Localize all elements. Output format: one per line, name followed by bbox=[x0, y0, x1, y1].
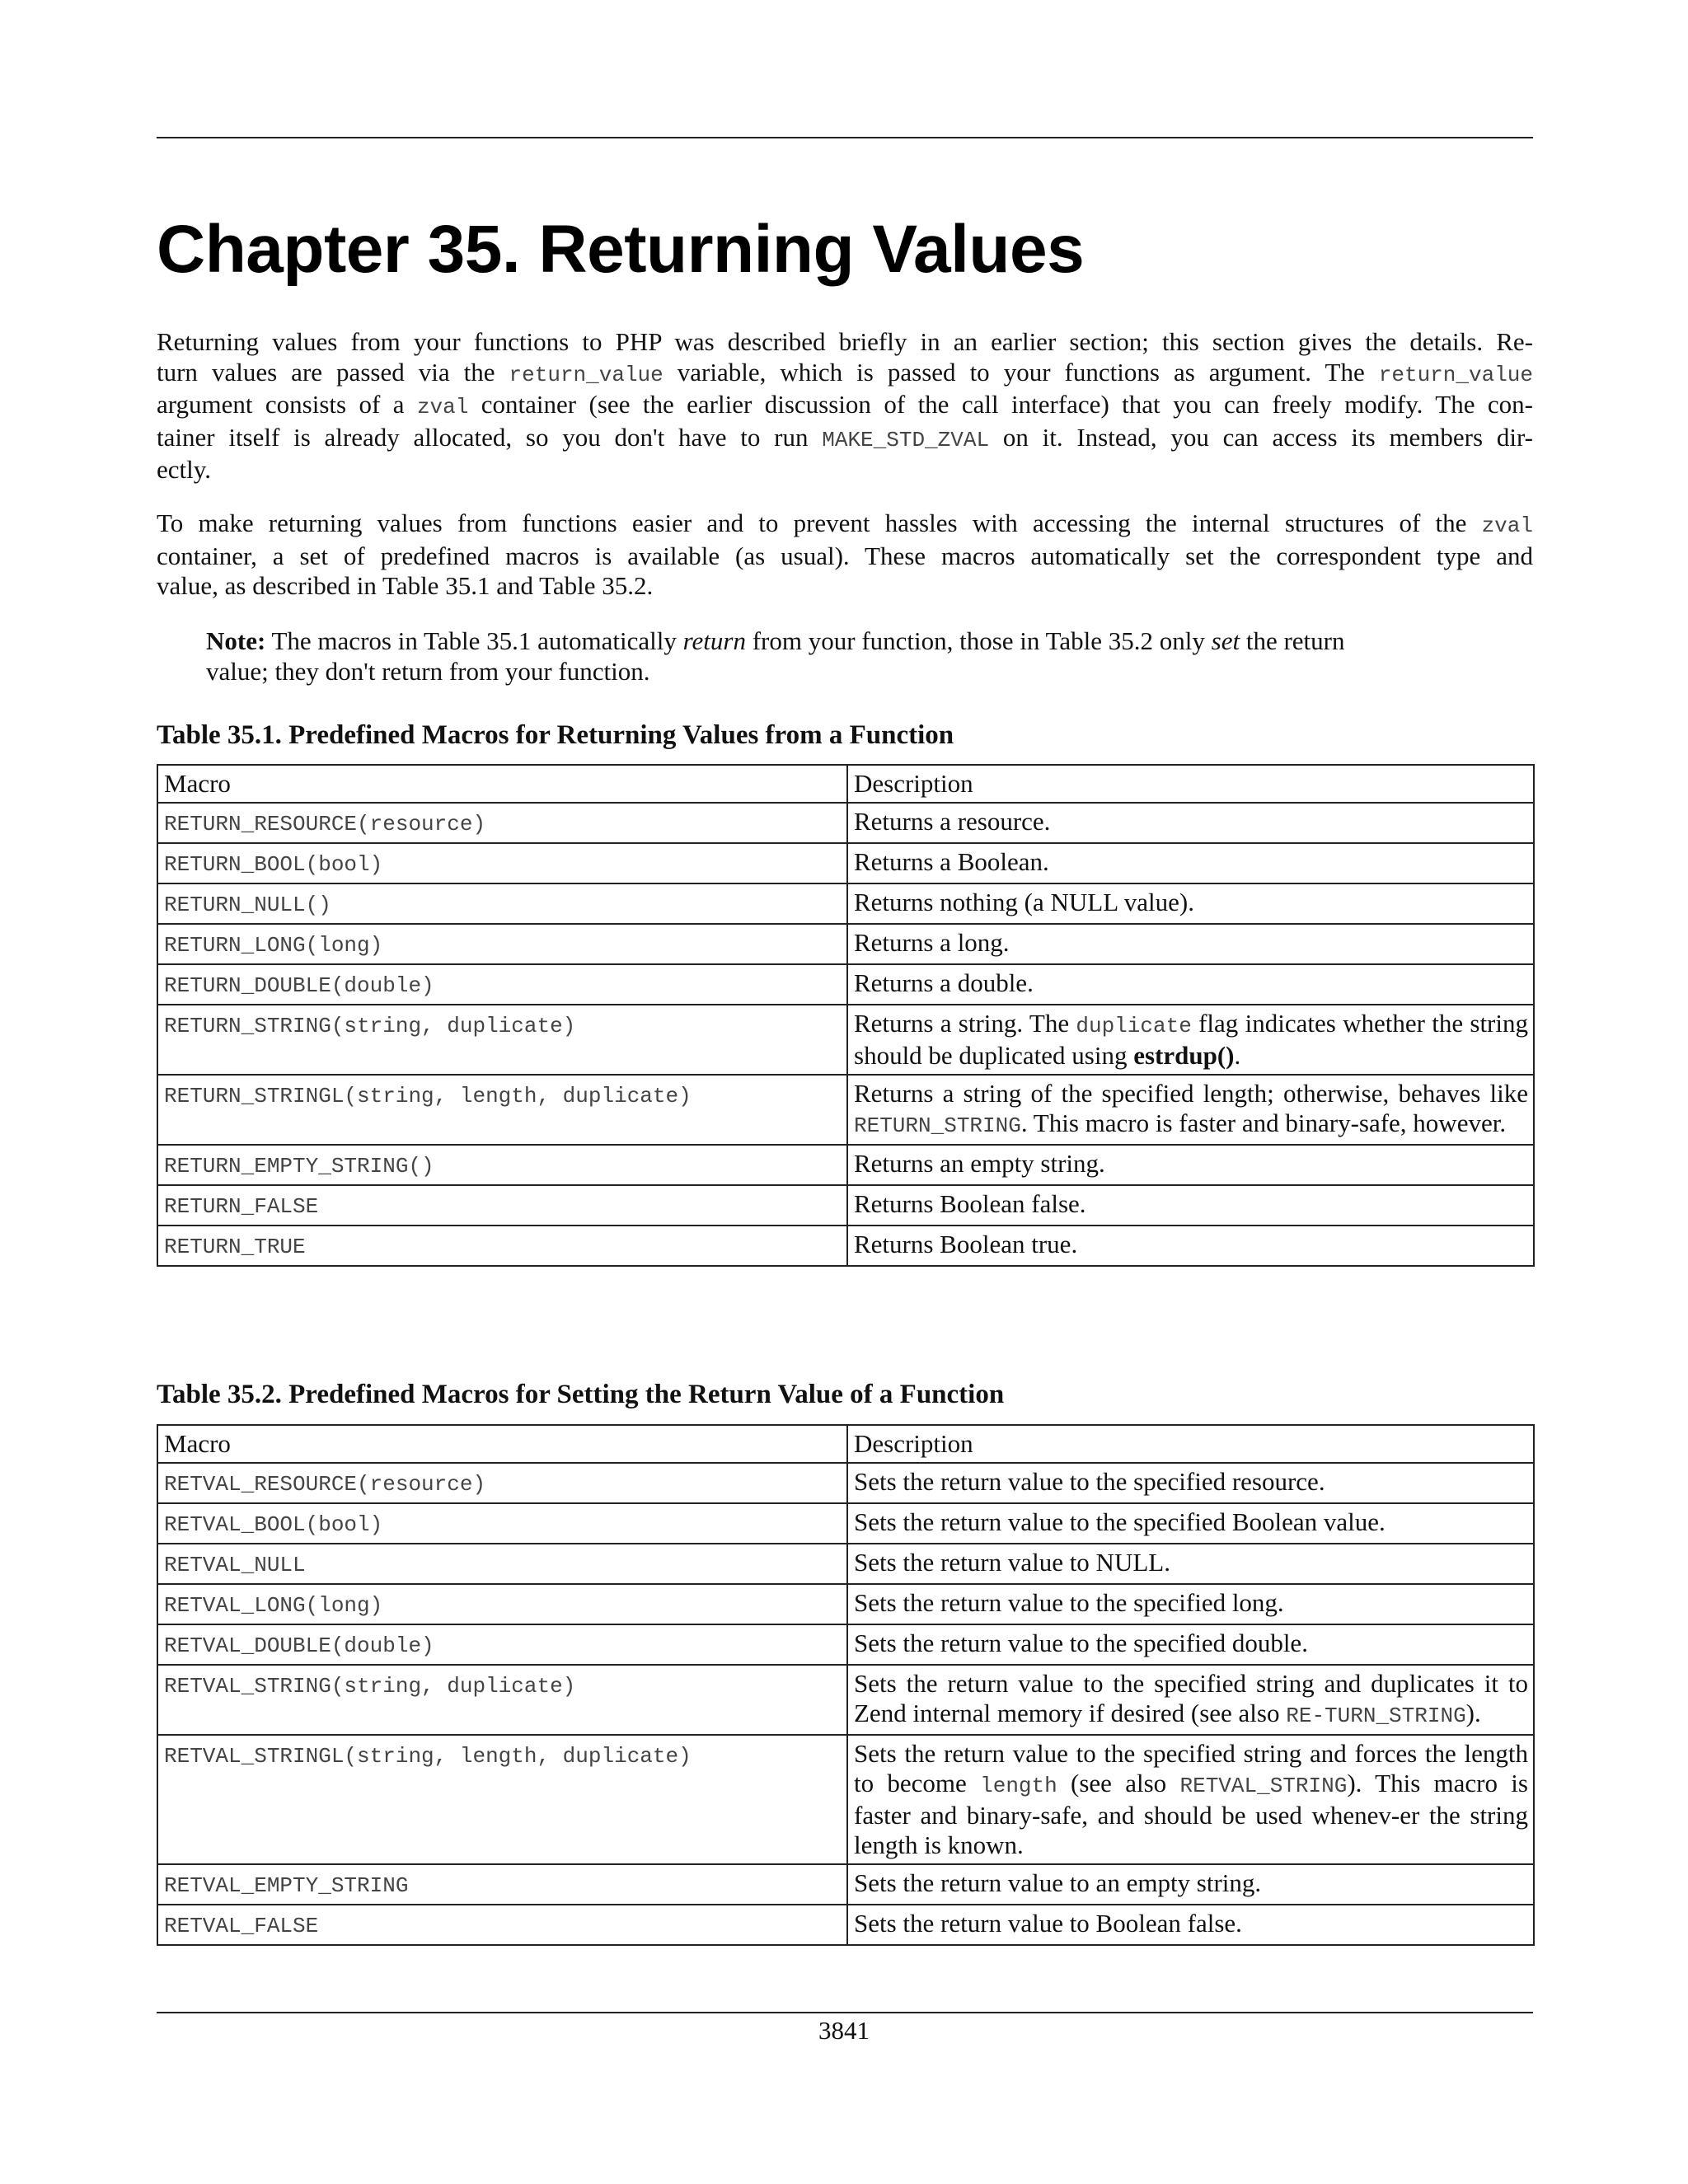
table-row bbox=[157, 1584, 1534, 1624]
macro-cell: RETURN_LONG(long) bbox=[157, 924, 847, 964]
macro-cell: RETVAL_BOOL(bool) bbox=[157, 1503, 847, 1544]
table-row bbox=[157, 1544, 1534, 1584]
inline-code: return_value bbox=[509, 362, 663, 387]
text-line: ectly. bbox=[157, 455, 211, 484]
table-row bbox=[157, 883, 1534, 924]
description-cell: Sets the return value to the specified resource. bbox=[847, 1463, 1534, 1503]
note-block bbox=[206, 626, 1492, 687]
macro-cell: RETVAL_FALSE bbox=[157, 1905, 847, 1945]
text-line: Note: The macros in Table 35.1 automatically return from your function, those in Table 35.2 only set the return bbox=[206, 626, 1345, 655]
table-caption: Table 35.1. Predefined Macros for Returning Values from a Function bbox=[157, 720, 954, 750]
macro-cell: RETURN_EMPTY_STRING() bbox=[157, 1145, 847, 1185]
description-cell: Returns a string of the specified length; otherwise, behaves like RETURN_STRING. This macro is faster and binary-safe, however. bbox=[847, 1075, 1534, 1145]
header-cell: Macro bbox=[157, 765, 847, 803]
macro-cell: RETVAL_NULL bbox=[157, 1544, 847, 1584]
description-cell: Sets the return value to the specified double. bbox=[847, 1624, 1534, 1665]
table-row bbox=[157, 1624, 1534, 1665]
macro-cell: RETURN_BOOL(bool) bbox=[157, 843, 847, 883]
table-row bbox=[157, 1905, 1534, 1945]
note-label: Note: bbox=[206, 626, 266, 655]
page-number: 3841 bbox=[818, 2016, 870, 2045]
inline-code: zval bbox=[1481, 513, 1533, 538]
text-line: To make returning values from functions easier and to prevent hassles with accessing the internal structures of the zval bbox=[157, 509, 1533, 538]
macro-cell: RETURN_TRUE bbox=[157, 1226, 847, 1266]
intro-paragraph bbox=[157, 327, 1533, 485]
table-row bbox=[157, 1005, 1534, 1075]
table-row bbox=[157, 964, 1534, 1005]
macro-cell: RETURN_RESOURCE(resource) bbox=[157, 803, 847, 843]
macro-cell: RETURN_DOUBLE(double) bbox=[157, 964, 847, 1005]
macro-cell: RETVAL_LONG(long) bbox=[157, 1584, 847, 1624]
inline-code: MAKE_STD_ZVAL bbox=[822, 427, 990, 452]
footer-rule bbox=[157, 2012, 1533, 2013]
macro-cell: RETVAL_DOUBLE(double) bbox=[157, 1624, 847, 1665]
description-cell: Sets the return value to an empty string. bbox=[847, 1864, 1534, 1905]
inline-code: return_value bbox=[1378, 362, 1533, 387]
description-cell: Sets the return value to Boolean false. bbox=[847, 1905, 1534, 1945]
table-row bbox=[157, 1145, 1534, 1185]
description-cell: Sets the return value to the specified long. bbox=[847, 1584, 1534, 1624]
text-line: container, a set of predefined macros is available (as usual). These macros automatically set the correspondent type and bbox=[157, 541, 1533, 570]
table-row bbox=[157, 924, 1534, 964]
description-cell: Returns an empty string. bbox=[847, 1145, 1534, 1185]
text-line: Returning values from your functions to PHP was described briefly in an earlier section; this section gives the details. Re- bbox=[157, 327, 1533, 356]
header-cell: Macro bbox=[157, 1425, 847, 1463]
description-cell: Returns Boolean false. bbox=[847, 1185, 1534, 1226]
header-cell: Description bbox=[847, 765, 1534, 803]
description-cell: Returns a long. bbox=[847, 924, 1534, 964]
table-row bbox=[157, 1463, 1534, 1503]
description-cell: Sets the return value to NULL. bbox=[847, 1544, 1534, 1584]
table-row bbox=[157, 803, 1534, 843]
macro-cell: RETVAL_STRINGL(string, length, duplicate) bbox=[157, 1735, 847, 1864]
table-row bbox=[157, 843, 1534, 883]
description-cell: Sets the return value to the specified string and forces the length to become length (see also RETVAL_STRING). This macro is faster and binary-safe, and should be used whenev-er the string length is known. bbox=[847, 1735, 1534, 1864]
table-row bbox=[157, 1503, 1534, 1544]
returning-macros-table bbox=[157, 764, 1535, 1267]
description-cell: Returns Boolean true. bbox=[847, 1226, 1534, 1266]
table-header-row bbox=[157, 1425, 1534, 1463]
table-row bbox=[157, 1226, 1534, 1266]
header-rule bbox=[157, 137, 1533, 138]
macro-cell: RETURN_STRING(string, duplicate) bbox=[157, 1005, 847, 1075]
table-row bbox=[157, 1665, 1534, 1735]
description-cell: Returns a double. bbox=[847, 964, 1534, 1005]
macro-cell: RETVAL_STRING(string, duplicate) bbox=[157, 1665, 847, 1735]
description-cell: Returns a resource. bbox=[847, 803, 1534, 843]
description-cell: Sets the return value to the specified Boolean value. bbox=[847, 1503, 1534, 1544]
macro-cell: RETVAL_EMPTY_STRING bbox=[157, 1864, 847, 1905]
text-line: value, as described in Table 35.1 and Table 35.2. bbox=[157, 571, 654, 600]
table-row bbox=[157, 1735, 1534, 1864]
table-row bbox=[157, 1185, 1534, 1226]
header-cell: Description bbox=[847, 1425, 1534, 1463]
table-row bbox=[157, 1864, 1534, 1905]
description-cell: Returns nothing (a NULL value). bbox=[847, 883, 1534, 924]
macro-cell: RETURN_FALSE bbox=[157, 1185, 847, 1226]
text-line: turn values are passed via the return_value variable, which is passed to your functions as argument. The return_value bbox=[157, 357, 1533, 387]
chapter-title: Chapter 35. Returning Values bbox=[157, 212, 1085, 287]
text-line: tainer itself is already allocated, so you don't have to run MAKE_STD_ZVAL on it. Instead, you can access its members dir- bbox=[157, 422, 1533, 452]
table-row bbox=[157, 1075, 1534, 1145]
description-cell: Returns a Boolean. bbox=[847, 843, 1534, 883]
table-caption: Table 35.2. Predefined Macros for Setting the Return Value of a Function bbox=[157, 1380, 1005, 1409]
macro-cell: RETURN_STRINGL(string, length, duplicate) bbox=[157, 1075, 847, 1145]
table-header-row bbox=[157, 765, 1534, 803]
macro-cell: RETURN_NULL() bbox=[157, 883, 847, 924]
setting-macros-table bbox=[157, 1424, 1535, 1946]
text-line: argument consists of a zval container (see the earlier discussion of the call interface) that you can freely modify. The con- bbox=[157, 390, 1533, 419]
text-line: value; they don't return from your function. bbox=[206, 656, 650, 686]
macro-cell: RETVAL_RESOURCE(resource) bbox=[157, 1463, 847, 1503]
macros-paragraph bbox=[157, 509, 1533, 602]
description-cell: Sets the return value to the specified string and duplicates it to Zend internal memory if desired (see also RE-TURN_STRING). bbox=[847, 1665, 1534, 1735]
description-cell: Returns a string. The duplicate flag indicates whether the string should be duplicated using estrdup(). bbox=[847, 1005, 1534, 1075]
inline-code: zval bbox=[416, 395, 469, 419]
